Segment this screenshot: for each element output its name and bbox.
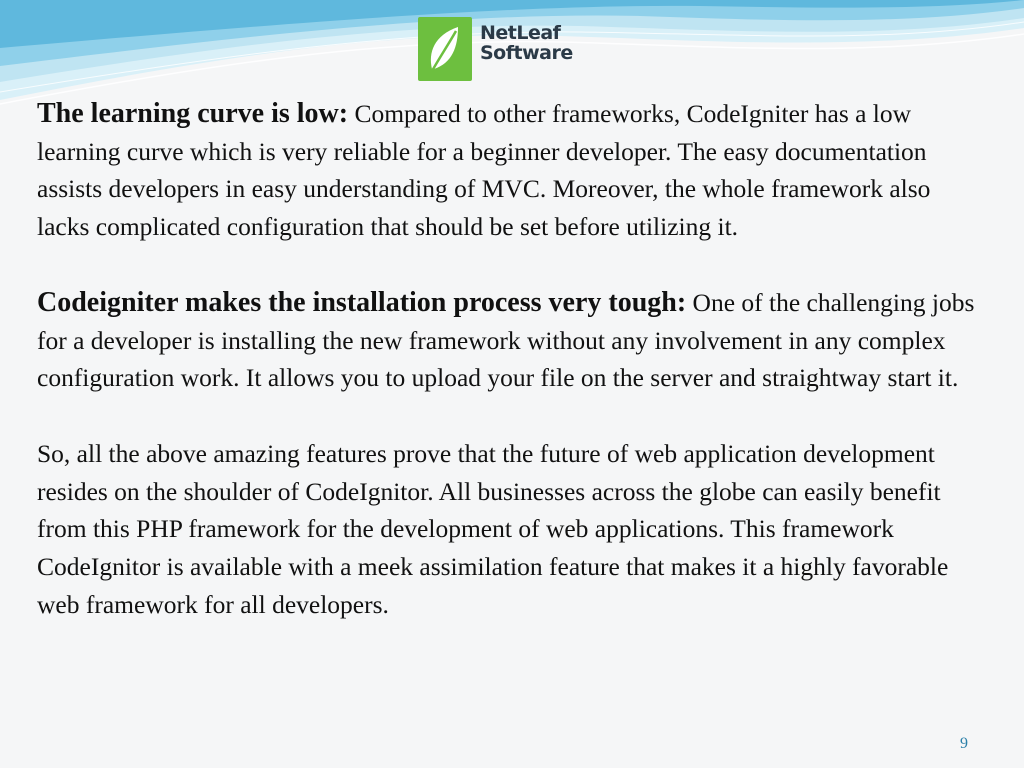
leaf-icon [418, 17, 472, 81]
logo-line-1: NetLeaf [480, 22, 561, 44]
paragraph-conclusion [37, 435, 987, 624]
paragraph-lead: The learning curve is low: [37, 98, 349, 129]
page-number: 9 [960, 735, 968, 752]
paragraph-text: So, all the above amazing features prove that the future of web application development resides on the shoulder of CodeIgnitor. All businesses across the globe can easily benefit from this PHP framework for the development of web applications. This framework CodeIgnitor is available with a meek assimilation feature that makes it a highly favorable web framework for all developers. [37, 438, 949, 619]
paragraph-learning-curve [37, 95, 987, 246]
paragraph-lead: Codeigniter makes the installation process very tough: [37, 286, 687, 318]
slide-body [37, 95, 987, 623]
paragraph-text: Compared to other frameworks, CodeIgniter has a low learning curve which is very reliable for a beginner developer. The easy documentation assists developers in easy understanding of MVC. Moreover, the whole framework also lacks complicated configuration that should be set before utilizing it. [37, 99, 931, 242]
logo-line-2: Software [480, 42, 573, 64]
logo-text [480, 23, 573, 63]
netleaf-logo [418, 17, 582, 81]
paragraph-text: One of the challenging jobs for a developer is installing the new framework without any involvement in any complex configuration work. It allows you to upload your file on the server and straightway start it. [37, 287, 975, 393]
paragraph-installation [37, 284, 987, 397]
